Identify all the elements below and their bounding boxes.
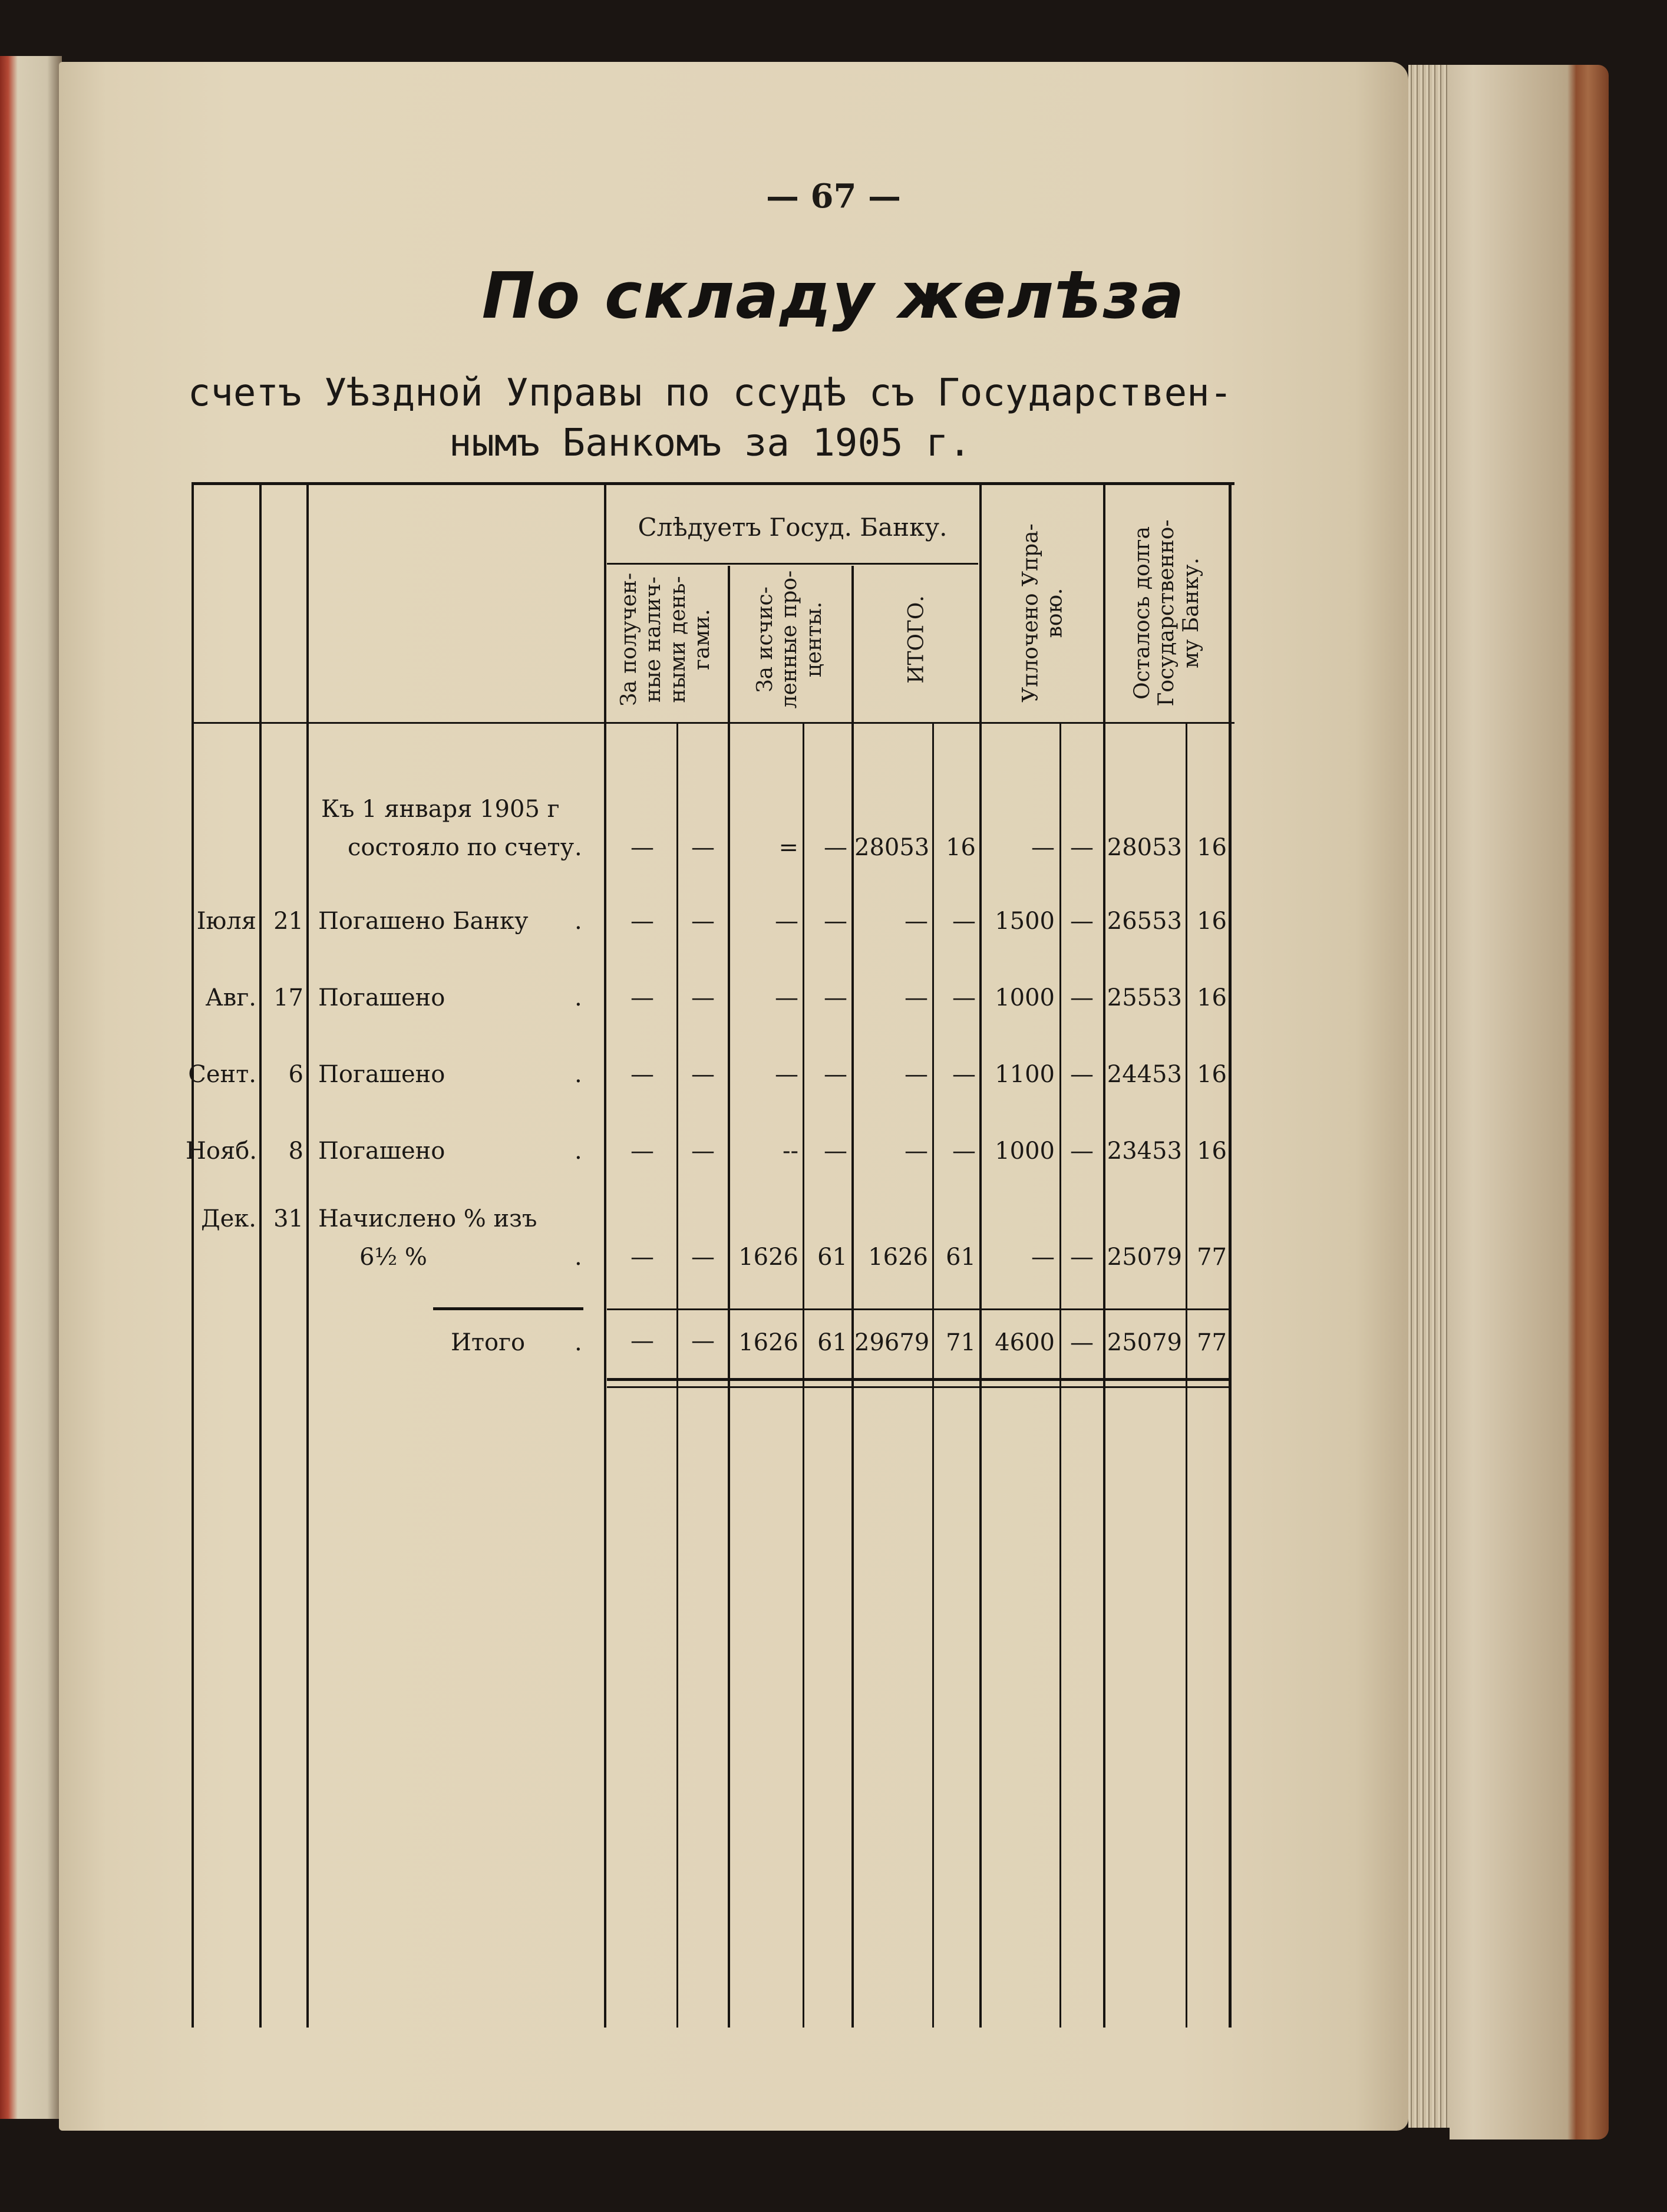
row-paid: 1000 bbox=[995, 1138, 1055, 1165]
row-received: — bbox=[631, 984, 654, 1011]
col-line bbox=[1229, 483, 1232, 2028]
row-day: 6 bbox=[288, 1061, 303, 1088]
row-remaining-kop: 16 bbox=[1197, 1138, 1227, 1165]
totals-rule-bottom bbox=[607, 1378, 1229, 1381]
row-received: — bbox=[631, 1138, 654, 1165]
row-total: — bbox=[905, 1138, 928, 1165]
header-bottom-rule bbox=[192, 722, 1234, 724]
row-leader-dot: . bbox=[575, 984, 582, 1011]
header-group-bank: Слѣдуетъ Госуд. Банку. bbox=[638, 513, 948, 542]
row-received-kop: — bbox=[691, 984, 715, 1011]
col-line bbox=[1186, 722, 1187, 2028]
col-line bbox=[851, 566, 854, 2028]
row-total-kop: — bbox=[952, 984, 976, 1011]
col-line bbox=[676, 722, 678, 2028]
row-remaining: 24453 bbox=[1107, 1061, 1182, 1088]
row-paid-kop: — bbox=[1070, 1244, 1094, 1271]
col-line bbox=[192, 483, 194, 2028]
row-remaining-kop: 77 bbox=[1197, 1244, 1227, 1271]
row-description: Погашено bbox=[318, 1138, 445, 1165]
table-top-rule bbox=[192, 482, 1234, 485]
col-line bbox=[803, 722, 804, 2028]
col-line bbox=[604, 483, 606, 2028]
row-total: — bbox=[905, 908, 928, 935]
row-total-kop: — bbox=[952, 1138, 976, 1165]
header-interest: За исчис- ленные про- центы. bbox=[752, 570, 826, 709]
row-interest: — bbox=[775, 1061, 798, 1088]
row-month: Сент. bbox=[188, 1061, 256, 1088]
row-interest-kop: 61 bbox=[817, 1244, 847, 1271]
row-description: Погашено bbox=[318, 984, 445, 1011]
row-description-cont: состояло по счету bbox=[348, 834, 575, 861]
total-total-kop: 71 bbox=[946, 1329, 976, 1356]
row-total: 28053 bbox=[854, 834, 930, 861]
totals-rule-top bbox=[607, 1308, 1229, 1310]
row-description: Погашено Банку bbox=[318, 908, 529, 935]
row-total: 1626 bbox=[868, 1244, 928, 1271]
header-remaining: Осталось долга Государственно- му Банку. bbox=[1130, 519, 1203, 707]
col-line bbox=[979, 483, 982, 2028]
group-header-rule bbox=[607, 563, 978, 565]
totals-rule-left bbox=[433, 1307, 583, 1310]
row-day: 21 bbox=[273, 908, 303, 935]
total-received: — bbox=[631, 1327, 654, 1354]
row-total-kop: — bbox=[952, 908, 976, 935]
total-paid-kop: — bbox=[1070, 1329, 1094, 1356]
subtitle-line-1: счетъ Уѣздной Управы по ссудѣ съ Государствен- bbox=[187, 371, 1233, 415]
total-interest: 1626 bbox=[738, 1329, 798, 1356]
header-received: За получен- ные налич- ными день- гами. bbox=[617, 572, 715, 707]
row-remaining: 26553 bbox=[1107, 908, 1182, 935]
row-month: Авг. bbox=[205, 984, 256, 1011]
row-leader-dot: . bbox=[575, 1244, 582, 1271]
row-received: — bbox=[631, 908, 654, 935]
left-page-edge bbox=[0, 56, 62, 2119]
row-description: Къ 1 января 1905 г bbox=[321, 796, 560, 823]
page-title: По складу желѣза bbox=[481, 259, 1186, 333]
row-remaining-kop: 16 bbox=[1197, 1061, 1227, 1088]
row-paid-kop: — bbox=[1070, 1061, 1094, 1088]
row-day: 17 bbox=[273, 984, 303, 1011]
row-interest: = bbox=[778, 834, 798, 861]
row-paid-kop: — bbox=[1070, 908, 1094, 935]
row-leader-dot: . bbox=[575, 834, 582, 861]
row-description-cont: 6½ % bbox=[359, 1244, 427, 1271]
row-total-kop: 61 bbox=[946, 1244, 976, 1271]
row-remaining: 28053 bbox=[1107, 834, 1182, 861]
row-month: Іюля bbox=[196, 908, 256, 935]
row-leader-dot: . bbox=[575, 1138, 582, 1165]
total-remaining: 25079 bbox=[1107, 1329, 1182, 1356]
totals-rule-double bbox=[607, 1386, 1229, 1388]
col-line bbox=[728, 566, 730, 2028]
row-total-kop: 16 bbox=[946, 834, 976, 861]
col-line bbox=[1103, 483, 1105, 2028]
row-received: — bbox=[631, 1061, 654, 1088]
book-cover-edge bbox=[1450, 65, 1609, 2140]
page-number: — 67 — bbox=[766, 177, 901, 216]
row-paid: — bbox=[1031, 834, 1055, 861]
row-interest: 1626 bbox=[738, 1244, 798, 1271]
row-remaining-kop: 16 bbox=[1197, 908, 1227, 935]
row-leader-dot: . bbox=[575, 1061, 582, 1088]
row-received: — bbox=[631, 1244, 654, 1271]
row-interest-kop: — bbox=[824, 1061, 847, 1088]
row-interest: — bbox=[775, 908, 798, 935]
total-total: 29679 bbox=[854, 1329, 930, 1356]
row-interest: — bbox=[775, 984, 798, 1011]
row-remaining-kop: 16 bbox=[1197, 984, 1227, 1011]
row-received-kop: — bbox=[691, 1138, 715, 1165]
row-received-kop: — bbox=[691, 1244, 715, 1271]
row-interest: -- bbox=[782, 1138, 798, 1165]
row-description: Погашено bbox=[318, 1061, 445, 1088]
header-paid: Уплочено Упра- вою. bbox=[1018, 523, 1067, 703]
row-month: Дек. bbox=[201, 1205, 256, 1232]
row-paid-kop: — bbox=[1070, 834, 1094, 861]
row-paid: 1100 bbox=[995, 1061, 1055, 1088]
total-interest-kop: 61 bbox=[817, 1329, 847, 1356]
total-label: Итого bbox=[451, 1329, 526, 1356]
row-remaining: 25553 bbox=[1107, 984, 1182, 1011]
row-interest-kop: — bbox=[824, 908, 847, 935]
total-dots: . bbox=[575, 1329, 582, 1356]
row-received-kop: — bbox=[691, 1061, 715, 1088]
row-day: 8 bbox=[288, 1138, 303, 1165]
total-paid: 4600 bbox=[995, 1329, 1055, 1356]
col-line bbox=[1059, 722, 1061, 2028]
row-total: — bbox=[905, 1061, 928, 1088]
row-remaining-kop: 16 bbox=[1197, 834, 1227, 861]
header-total: ИТОГО. bbox=[904, 595, 929, 684]
row-remaining: 25079 bbox=[1107, 1244, 1182, 1271]
row-paid: 1000 bbox=[995, 984, 1055, 1011]
row-interest-kop: — bbox=[824, 984, 847, 1011]
row-description: Начислено % изъ bbox=[318, 1205, 537, 1232]
col-line bbox=[306, 483, 309, 2028]
row-paid: — bbox=[1031, 1244, 1055, 1271]
row-total-kop: — bbox=[952, 1061, 976, 1088]
row-total: — bbox=[905, 984, 928, 1011]
page-stack bbox=[1408, 65, 1450, 2128]
row-month: Нояб. bbox=[186, 1138, 257, 1165]
col-line bbox=[932, 722, 934, 2028]
col-line bbox=[259, 483, 262, 2028]
row-interest-kop: — bbox=[824, 834, 847, 861]
subtitle-line-2: нымъ Банкомъ за 1905 г. bbox=[448, 421, 972, 465]
row-interest-kop: — bbox=[824, 1138, 847, 1165]
row-remaining: 23453 bbox=[1107, 1138, 1182, 1165]
row-paid-kop: — bbox=[1070, 1138, 1094, 1165]
row-paid-kop: — bbox=[1070, 984, 1094, 1011]
row-paid: 1500 bbox=[995, 908, 1055, 935]
row-received-kop: — bbox=[691, 834, 715, 861]
total-received-kop: — bbox=[691, 1327, 715, 1354]
row-received-kop: — bbox=[691, 908, 715, 935]
row-day: 31 bbox=[273, 1205, 303, 1232]
total-remaining-kop: 77 bbox=[1197, 1329, 1227, 1356]
row-received: — bbox=[631, 834, 654, 861]
row-leader-dot: . bbox=[575, 908, 582, 935]
